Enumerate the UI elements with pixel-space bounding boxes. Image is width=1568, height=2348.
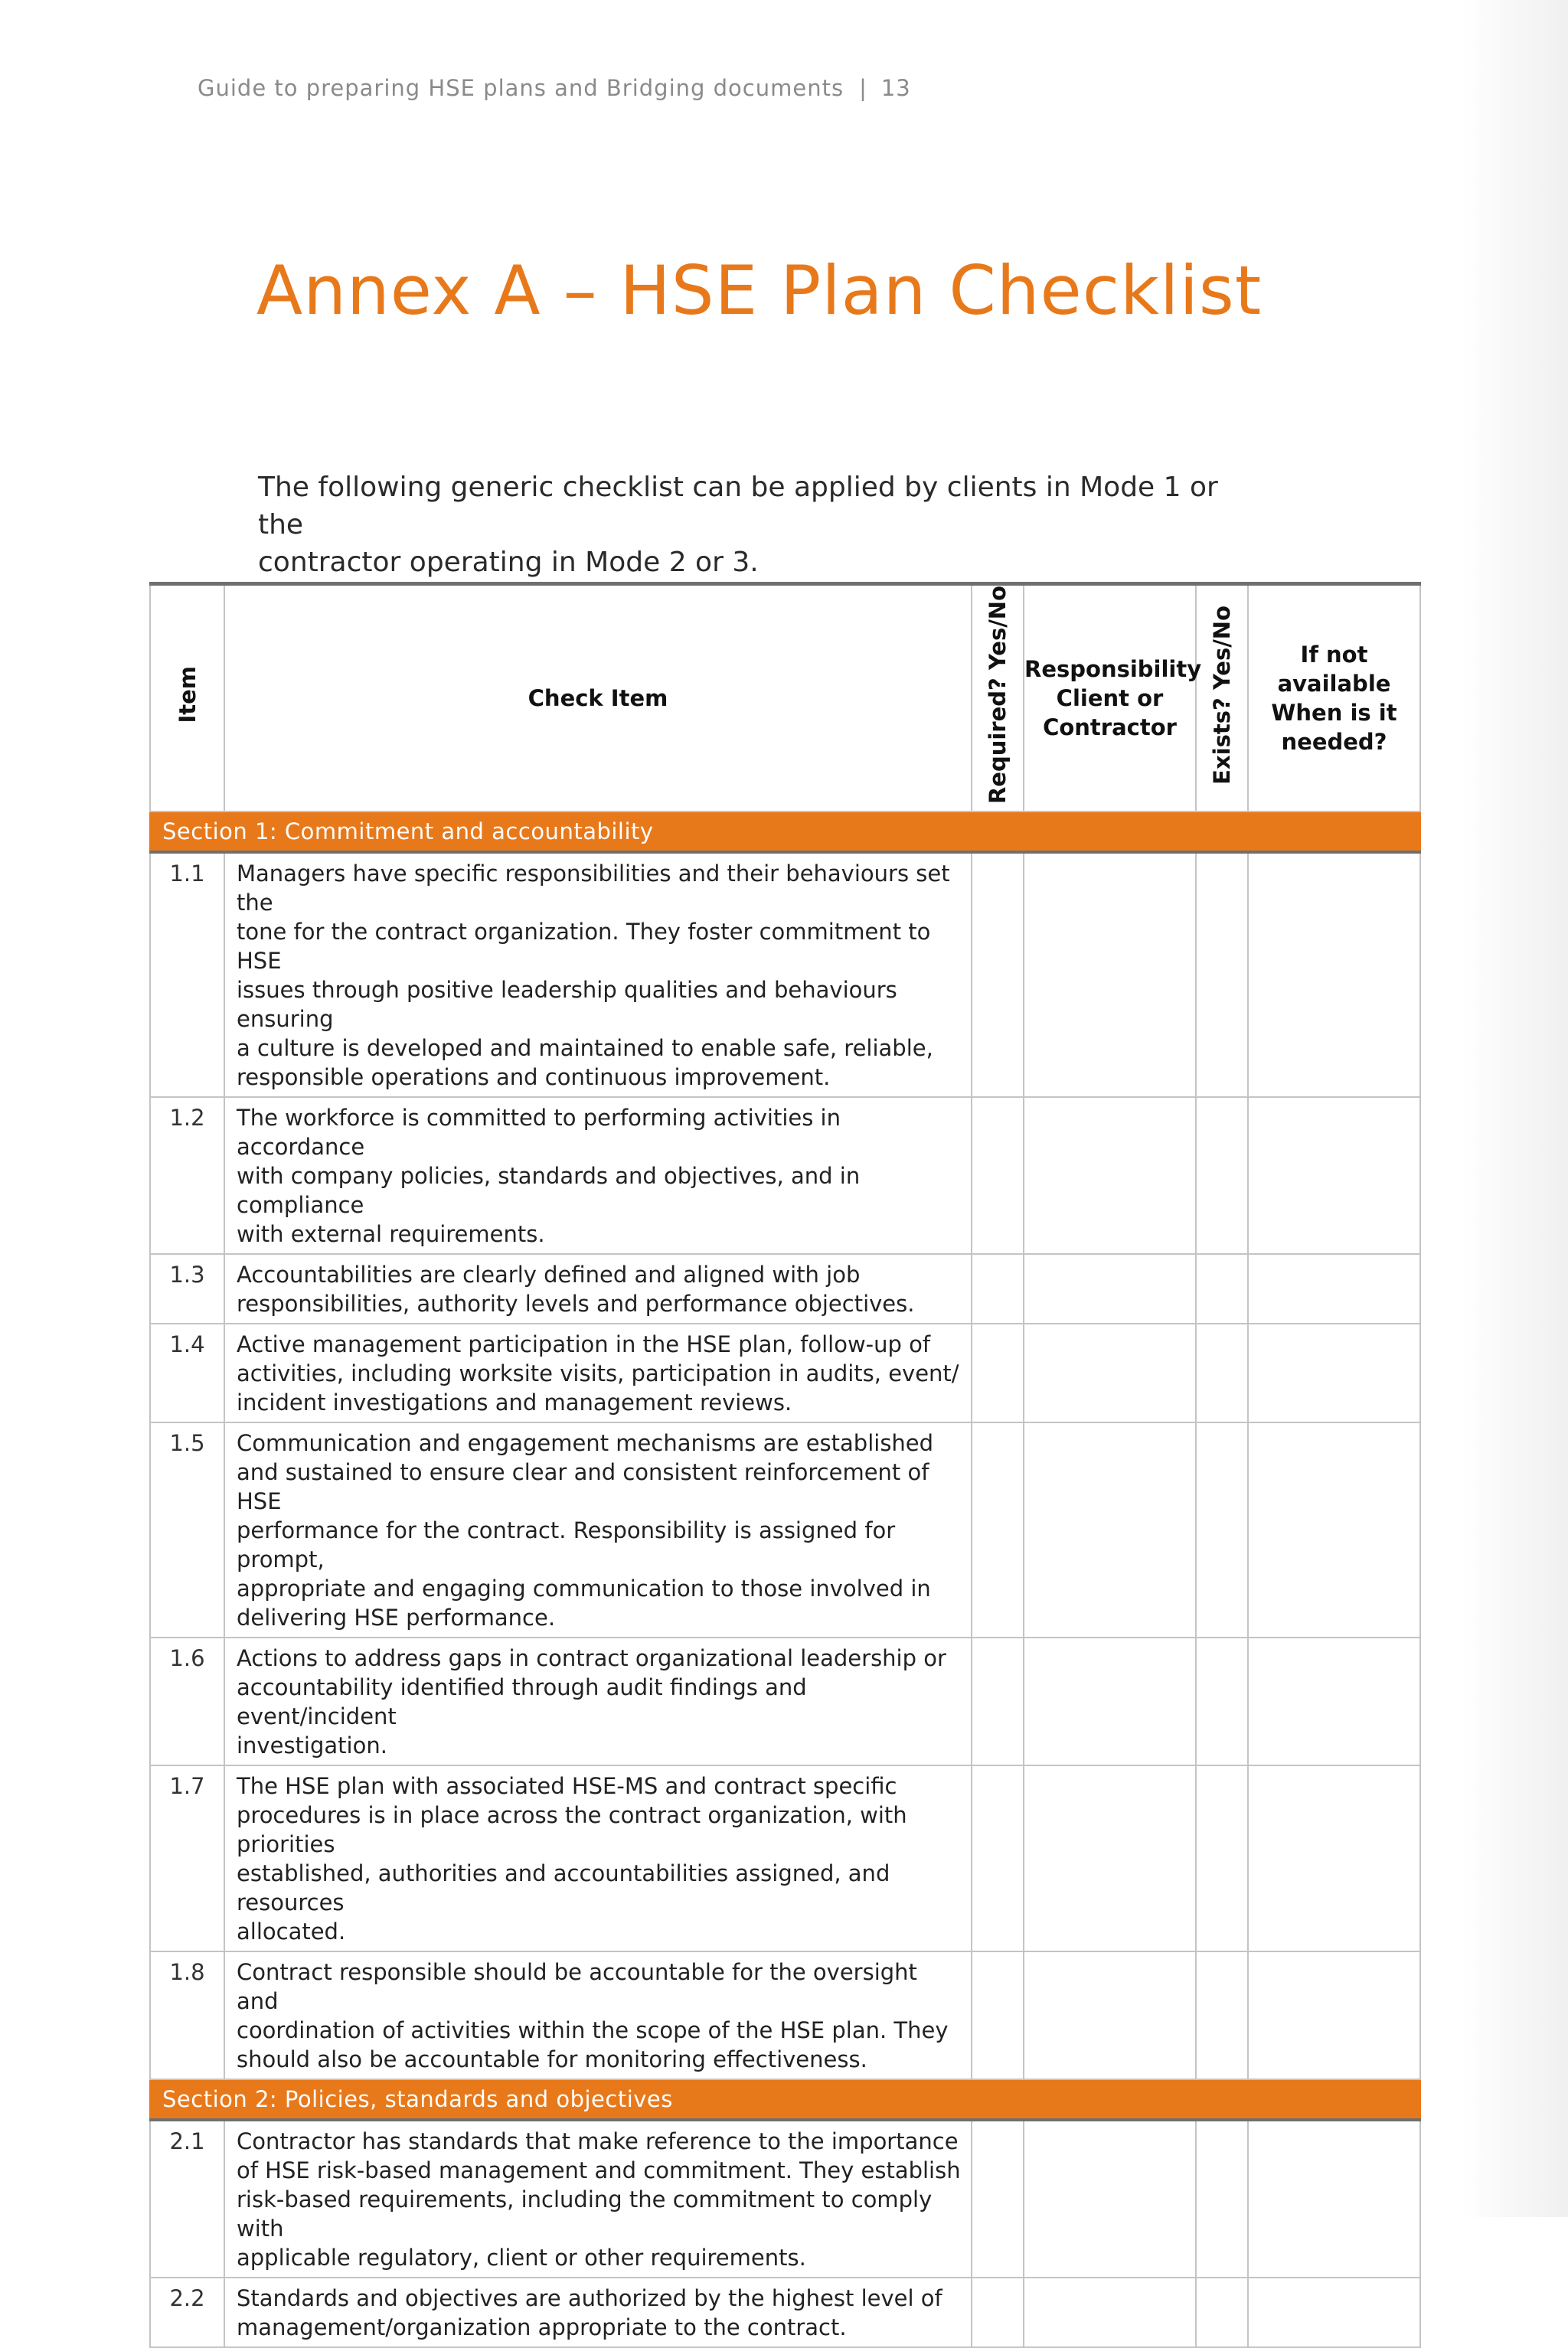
exists-cell (1196, 1097, 1248, 1254)
exists-cell (1196, 1324, 1248, 1422)
exists-cell (1196, 2278, 1248, 2347)
check-item-line: a culture is developed and maintained to enable safe, reliable, (237, 1035, 933, 1062)
section-header-row (150, 812, 1420, 852)
running-header-title: Guide to preparing HSE plans and Bridging documents (198, 75, 844, 101)
check-item-line: risk-based requirements, including the commitment to comply with (237, 2186, 933, 2242)
section-title: Section 1: Commitment and accountability (150, 812, 1420, 852)
check-item-line: management/organization appropriate to the contract. (237, 2314, 847, 2341)
column-header-if-not-available (1248, 584, 1420, 812)
responsibility-cell (1024, 1097, 1196, 1254)
check-item-line: coordination of activities within the scope of the HSE plan. They (237, 2017, 949, 2044)
table-row (150, 1324, 1420, 1422)
page-title: Annex A – HSE Plan Checklist (256, 251, 1263, 330)
when-needed-cell (1248, 2120, 1420, 2278)
required-cell (972, 2120, 1024, 2278)
column-header-required-label: Required? Yes/No (985, 586, 1011, 805)
section-title: Section 2: Policies, standards and objectives (150, 2079, 1420, 2120)
exists-cell (1196, 1951, 1248, 2079)
required-cell (972, 1422, 1024, 1638)
check-item-line: and sustained to ensure clear and consistent reinforcement of HSE (237, 1459, 929, 1515)
item-number: 1.5 (150, 1422, 224, 1638)
responsibility-cell (1024, 1951, 1196, 2079)
table-row (150, 1254, 1420, 1324)
item-number: 1.4 (150, 1324, 224, 1422)
column-header-responsibility (1024, 584, 1202, 812)
responsibility-cell (1024, 1765, 1196, 1951)
check-item-line: tone for the contract organization. They foster commitment to HSE (237, 919, 931, 975)
table-row (150, 1097, 1420, 1254)
required-cell (972, 1951, 1024, 2079)
check-item-line: allocated. (237, 1919, 346, 1945)
required-cell (972, 2278, 1024, 2347)
column-header-check-item (224, 584, 972, 812)
check-item-line: investigation. (237, 1732, 387, 1759)
table-row (150, 1951, 1420, 2079)
check-item-line: with external requirements. (237, 1221, 545, 1248)
check-item-line: Accountabilities are clearly defined and aligned with job (237, 1262, 861, 1288)
responsibility-cell (1024, 1254, 1196, 1324)
column-header-line: available (1277, 671, 1391, 697)
column-header-exists-label: Exists? Yes/No (1209, 605, 1235, 785)
check-item-line: with company policies, standards and objectives, and in compliance (237, 1163, 861, 1219)
check-item-line: Standards and objectives are authorized by the highest level of (237, 2285, 942, 2312)
when-needed-cell (1248, 1324, 1420, 1422)
exists-cell (1196, 1254, 1248, 1324)
check-item-line: responsibilities, authority levels and performance objectives. (237, 1291, 915, 1318)
check-item-line: applicable regulatory, client or other requirements. (237, 2245, 806, 2271)
table-header-row (150, 584, 1420, 812)
running-header (198, 75, 911, 101)
column-header-check-item-label: Check Item (528, 685, 668, 712)
check-item-line: of HSE risk-based management and commitment. They establish (237, 2157, 961, 2184)
column-header-line: If not (1300, 642, 1368, 668)
page-number: 13 (880, 75, 911, 101)
table-row (150, 1765, 1420, 1951)
required-cell (972, 852, 1024, 1097)
running-header-separator: | (859, 75, 867, 101)
required-cell (972, 1324, 1024, 1422)
check-item-line: incident investigations and management reviews. (237, 1390, 792, 1416)
column-header-line: When is it (1271, 700, 1397, 727)
check-item-line: The workforce is committed to performing activities in accordance (237, 1105, 841, 1161)
responsibility-cell (1024, 2278, 1196, 2347)
check-item-line: performance for the contract. Responsibility is assigned for prompt, (237, 1517, 896, 1573)
item-number: 1.1 (150, 852, 224, 1097)
intro-line: The following generic checklist can be applied by clients in Mode 1 or the (258, 472, 1218, 540)
check-item-text (224, 1951, 972, 2079)
when-needed-cell (1248, 1951, 1420, 2079)
table-body (150, 812, 1420, 2347)
responsibility-cell (1024, 1638, 1196, 1765)
when-needed-cell (1248, 1097, 1420, 1254)
check-item-text (224, 1324, 972, 1422)
intro-paragraph (258, 469, 1253, 581)
check-item-line: issues through positive leadership qualities and behaviours ensuring (237, 977, 897, 1033)
checklist-table (149, 582, 1421, 2348)
table-row (150, 2120, 1420, 2278)
check-item-line: The HSE plan with associated HSE-MS and contract specific (237, 1773, 897, 1800)
table-row (150, 852, 1420, 1097)
item-number: 1.3 (150, 1254, 224, 1324)
check-item-line: accountability identified through audit findings and event/incident (237, 1674, 807, 1730)
check-item-line: Actions to address gaps in contract organizational leadership or (237, 1645, 946, 1672)
check-item-text (224, 2278, 972, 2347)
check-item-line: procedures is in place across the contract organization, with priorities (237, 1802, 907, 1858)
check-item-text (224, 1638, 972, 1765)
required-cell (972, 1638, 1024, 1765)
item-number: 1.6 (150, 1638, 224, 1765)
exists-cell (1196, 2120, 1248, 2278)
column-header-exists (1196, 584, 1248, 812)
responsibility-cell (1024, 2120, 1196, 2278)
item-number: 1.2 (150, 1097, 224, 1254)
check-item-text (224, 1422, 972, 1638)
check-item-line: should also be accountable for monitoring effectiveness. (237, 2046, 867, 2073)
check-item-line: Contractor has standards that make reference to the importance (237, 2128, 959, 2155)
required-cell (972, 1765, 1024, 1951)
when-needed-cell (1248, 1422, 1420, 1638)
section-header-row (150, 2079, 1420, 2120)
check-item-text (224, 1097, 972, 1254)
item-number: 2.2 (150, 2278, 224, 2347)
column-header-item-label: Item (174, 666, 201, 723)
check-item-text (224, 1254, 972, 1324)
item-number: 1.8 (150, 1951, 224, 2079)
table-row (150, 1638, 1420, 1765)
check-item-text (224, 2120, 972, 2278)
required-cell (972, 1097, 1024, 1254)
check-item-text (224, 1765, 972, 1951)
item-number: 2.1 (150, 2120, 224, 2278)
exists-cell (1196, 1638, 1248, 1765)
check-item-line: appropriate and engaging communication to those involved in (237, 1576, 931, 1602)
required-cell (972, 1254, 1024, 1324)
column-header-line: Client or (1056, 685, 1164, 712)
responsibility-cell (1024, 1422, 1196, 1638)
column-header-required (972, 584, 1024, 812)
column-header-line: Contractor (1043, 714, 1177, 741)
when-needed-cell (1248, 2278, 1420, 2347)
responsibility-cell (1024, 852, 1196, 1097)
check-item-line: responsible operations and continuous improvement. (237, 1064, 831, 1091)
item-number: 1.7 (150, 1765, 224, 1951)
check-item-line: Communication and engagement mechanisms are established (237, 1430, 934, 1457)
column-header-item (150, 584, 224, 812)
when-needed-cell (1248, 1638, 1420, 1765)
when-needed-cell (1248, 852, 1420, 1097)
column-header-line: Responsibility (1024, 656, 1202, 683)
check-item-text (224, 852, 972, 1097)
check-item-line: established, authorities and accountabilities assigned, and resources (237, 1860, 890, 1916)
exists-cell (1196, 1422, 1248, 1638)
exists-cell (1196, 1765, 1248, 1951)
exists-cell (1196, 852, 1248, 1097)
page-edge-shadow (1461, 0, 1568, 2217)
check-item-line: Active management participation in the HSE plan, follow-up of (237, 1331, 931, 1358)
responsibility-cell (1024, 1324, 1196, 1422)
table-row (150, 1422, 1420, 1638)
check-item-line: Managers have specific responsibilities and their behaviours set the (237, 860, 950, 916)
check-item-line: activities, including worksite visits, participation in audits, event/ (237, 1360, 959, 1387)
when-needed-cell (1248, 1254, 1420, 1324)
check-item-line: delivering HSE performance. (237, 1605, 556, 1631)
intro-line: contractor operating in Mode 2 or 3. (258, 547, 759, 578)
when-needed-cell (1248, 1765, 1420, 1951)
check-item-line: Contract responsible should be accountable for the oversight and (237, 1959, 917, 2015)
table-row (150, 2278, 1420, 2347)
column-header-line: needed? (1281, 729, 1387, 756)
